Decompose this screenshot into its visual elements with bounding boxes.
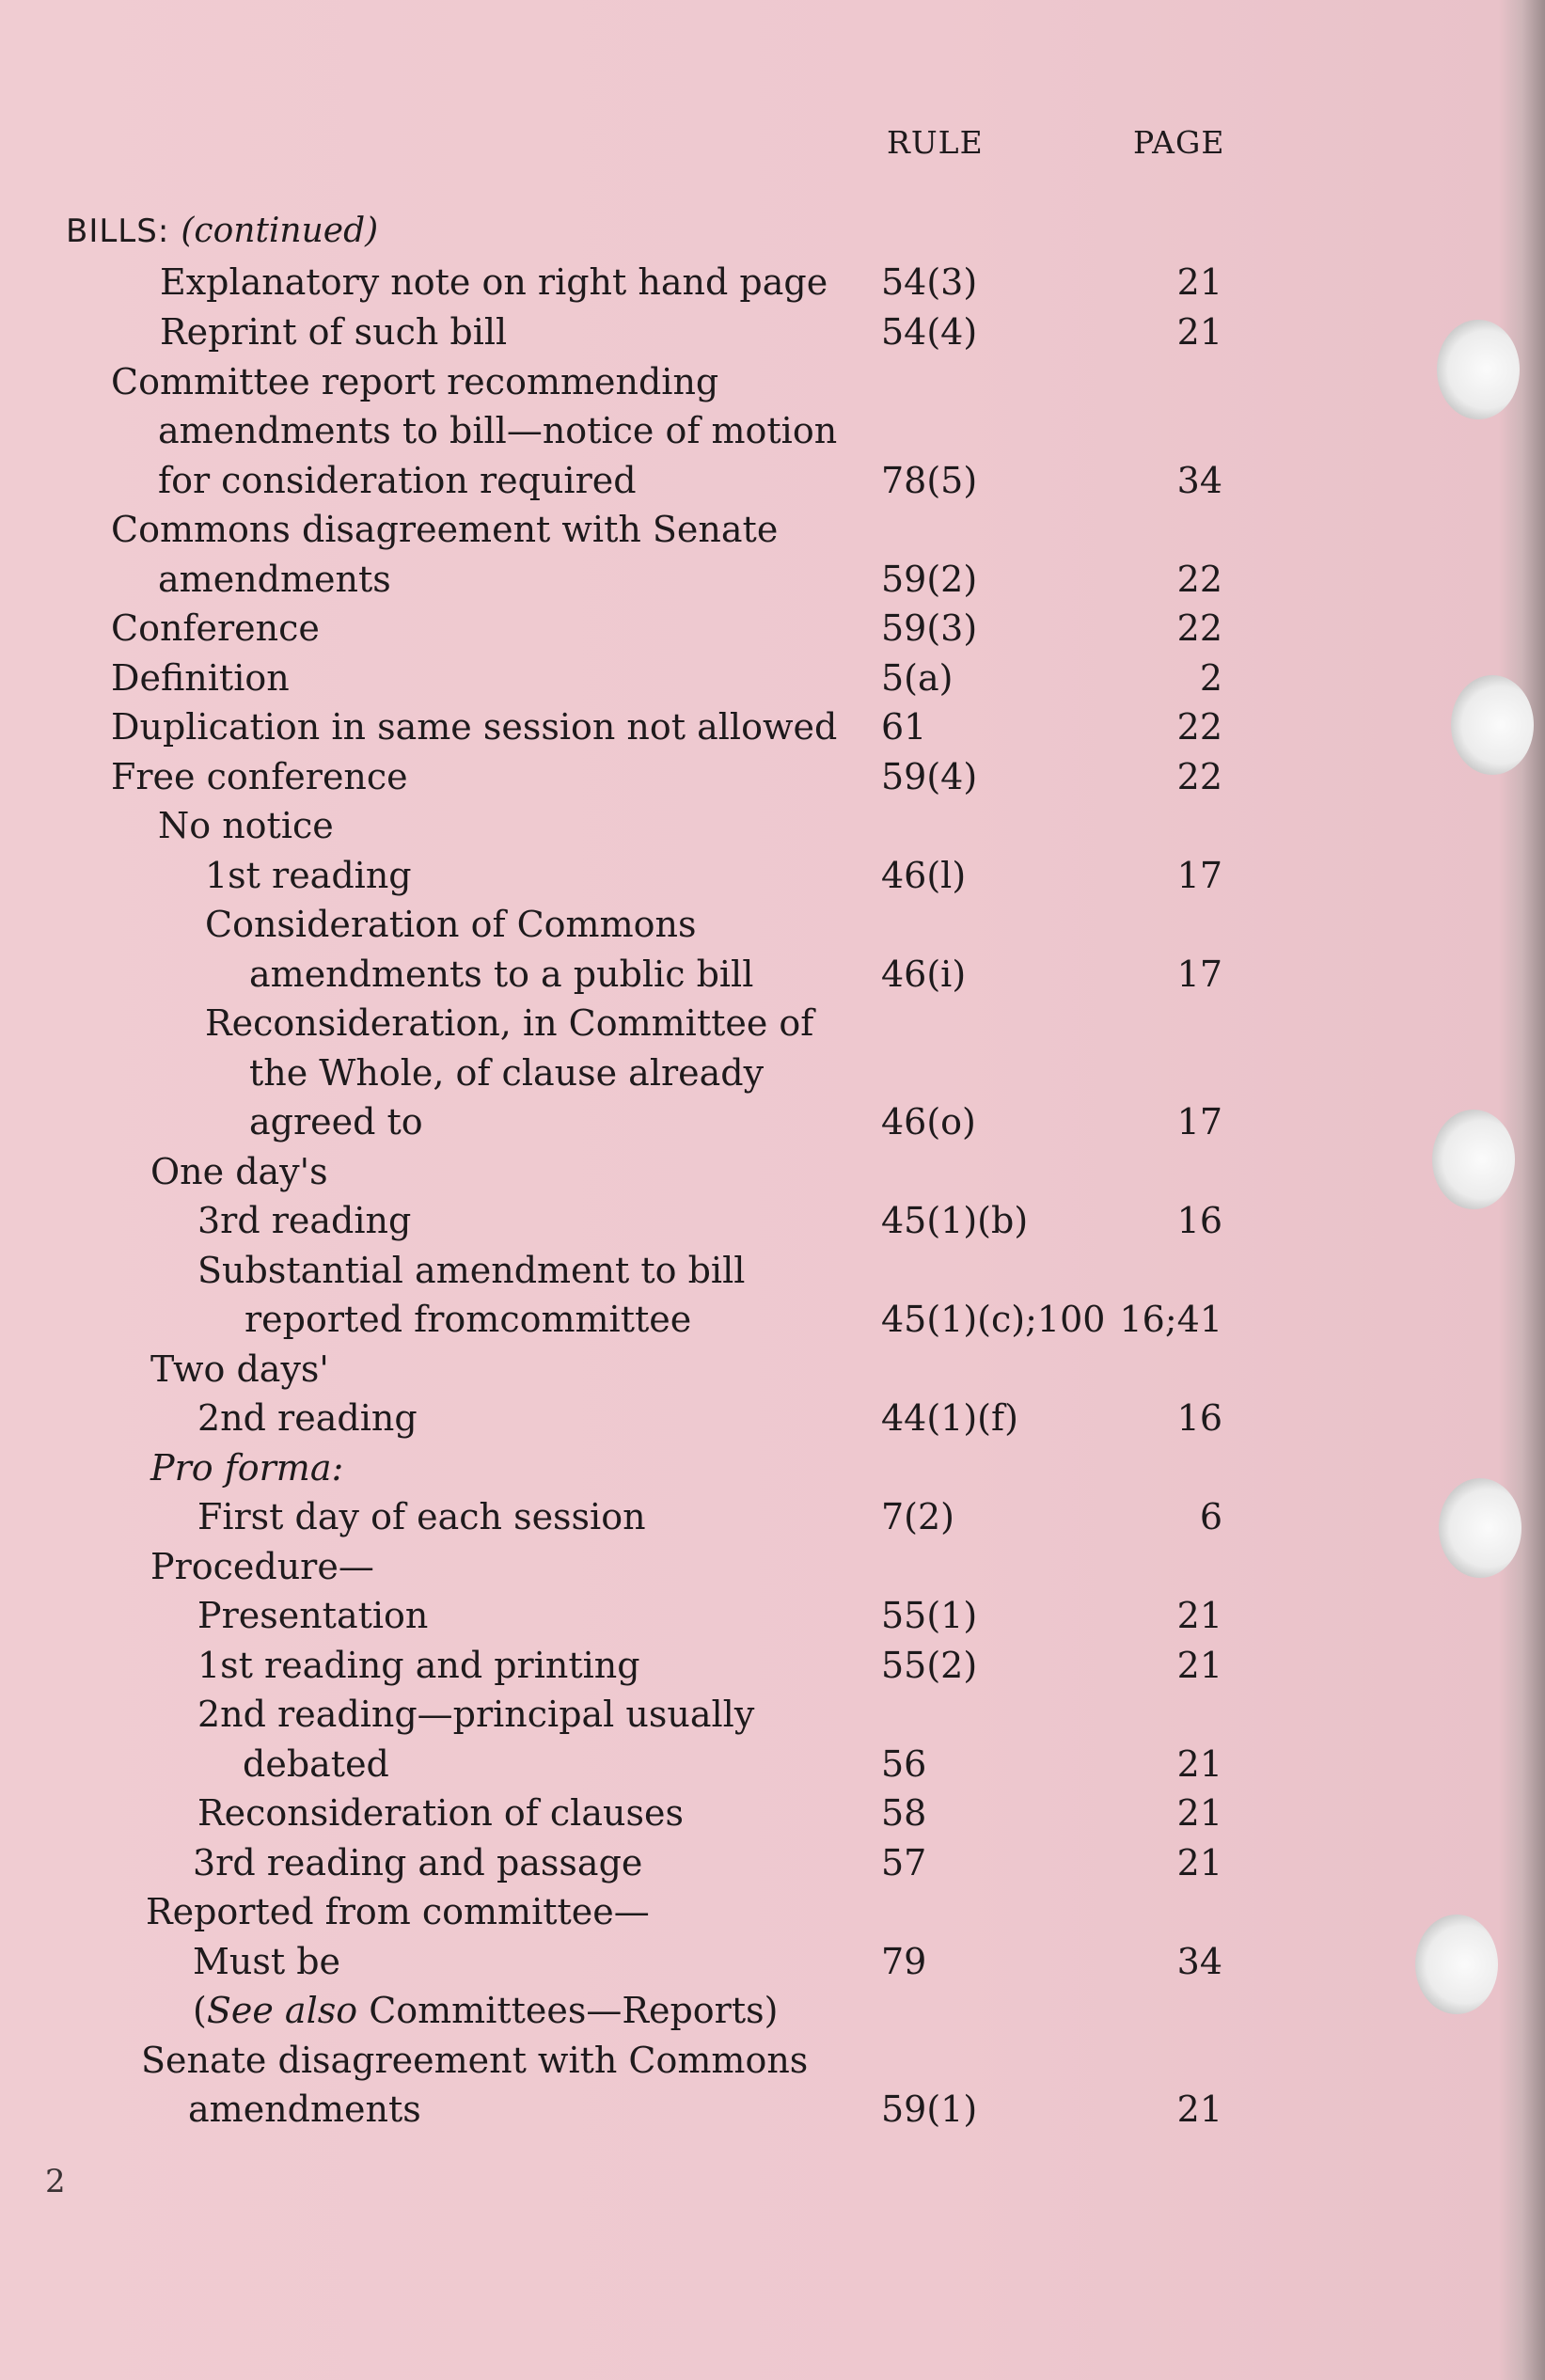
section-heading xyxy=(0,209,1545,258)
page-reference: 17 xyxy=(1176,954,1222,995)
index-entry xyxy=(0,1200,1545,1249)
entry-text: Conference xyxy=(111,607,320,649)
binder-hole xyxy=(1432,1110,1515,1209)
binder-hole xyxy=(1437,320,1520,419)
rule-reference: 79 xyxy=(881,1941,927,1982)
entry-text: Presentation xyxy=(197,1595,429,1636)
entry-text: agreed to xyxy=(249,1101,423,1143)
page-reference: 22 xyxy=(1176,756,1222,797)
page-reference: 21 xyxy=(1176,1792,1222,1834)
entry-text: Reconsideration, in Committee of xyxy=(205,1002,814,1044)
index-entry xyxy=(0,1101,1545,1150)
page-column-heading: PAGE xyxy=(1133,124,1225,161)
rule-reference: 44(1)(f) xyxy=(881,1397,1018,1439)
entry-text: 1st reading and printing xyxy=(197,1645,640,1686)
index-entry xyxy=(0,1299,1545,1348)
index-entry xyxy=(0,805,1545,854)
entry-text: 3rd reading and passage xyxy=(193,1842,643,1884)
rule-reference: 78(5) xyxy=(881,460,978,501)
entry-text: 1st reading xyxy=(205,855,412,896)
index-entry xyxy=(0,904,1545,953)
index-entry xyxy=(0,1348,1545,1397)
entry-text: 2nd reading xyxy=(197,1397,418,1439)
entry-text: amendments to a public bill xyxy=(249,954,754,995)
index-entry xyxy=(0,460,1545,509)
index-entry xyxy=(0,410,1545,459)
index-entry xyxy=(0,1002,1545,1051)
page-reference: 22 xyxy=(1176,607,1222,649)
entry-text: Free conference xyxy=(111,756,408,797)
entry-text: Procedure— xyxy=(150,1546,374,1587)
rule-reference: 59(1) xyxy=(881,2088,978,2130)
index-entry xyxy=(0,2040,1545,2088)
index-entry xyxy=(0,1496,1545,1545)
binder-hole xyxy=(1415,1915,1498,2014)
page-reference: 21 xyxy=(1176,1595,1222,1636)
entry-text: Substantial amendment to bill xyxy=(197,1250,746,1291)
rule-reference: 45(1)(c);100 xyxy=(881,1299,1106,1340)
binder-hole xyxy=(1439,1478,1521,1578)
page-reference: 16 xyxy=(1176,1397,1222,1439)
entry-text: Reported from committee— xyxy=(146,1891,650,1932)
index-entry xyxy=(0,1595,1545,1644)
page-reference: 21 xyxy=(1176,1743,1222,1785)
entry-text: Explanatory note on right hand page xyxy=(160,261,828,303)
index-entry xyxy=(0,1842,1545,1891)
entry-text: for consideration required xyxy=(158,460,637,501)
rule-reference: 56 xyxy=(881,1743,927,1785)
entry-text: 3rd reading xyxy=(197,1200,412,1241)
entry-text: debated xyxy=(243,1743,389,1785)
rule-reference: 57 xyxy=(881,1842,927,1884)
index-entry xyxy=(0,1151,1545,1200)
section-title: BILLS: xyxy=(66,213,170,250)
index-entry xyxy=(0,509,1545,558)
page-reference: 34 xyxy=(1176,460,1222,501)
entry-text: No notice xyxy=(158,805,334,846)
index-entry xyxy=(0,361,1545,410)
index-entry xyxy=(0,1792,1545,1841)
index-entry xyxy=(0,756,1545,805)
page-reference: 17 xyxy=(1176,1101,1222,1143)
rule-reference: 46(l) xyxy=(881,855,967,896)
entry-text: 2nd reading—principal usually xyxy=(197,1694,755,1735)
rule-reference: 54(3) xyxy=(881,261,978,303)
index-entry xyxy=(0,1990,1545,2039)
rule-reference: 46(i) xyxy=(881,954,967,995)
index-entry xyxy=(0,855,1545,904)
index-entry xyxy=(0,1645,1545,1694)
page-reference: 2 xyxy=(1199,657,1222,699)
entry-text: Reconsideration of clauses xyxy=(197,1792,684,1834)
rule-reference: 45(1)(b) xyxy=(881,1200,1029,1241)
index-entry xyxy=(0,1941,1545,1990)
page-reference: 22 xyxy=(1176,706,1222,748)
rule-reference: 58 xyxy=(881,1792,927,1834)
page-reference: 22 xyxy=(1176,559,1222,600)
index-entry xyxy=(0,954,1545,1002)
entry-text: Duplication in same session not allowed xyxy=(111,706,838,748)
page-reference: 6 xyxy=(1199,1496,1222,1537)
entry-text: Consideration of Commons xyxy=(205,904,697,945)
page-reference: 34 xyxy=(1176,1941,1222,1982)
page-reference: 21 xyxy=(1176,2088,1222,2130)
entry-text: Committee report recommending xyxy=(111,361,719,402)
index-entry xyxy=(0,2088,1545,2137)
rule-reference: 55(2) xyxy=(881,1645,978,1686)
index-entry xyxy=(0,1743,1545,1792)
page-reference: 16 xyxy=(1176,1200,1222,1241)
section-continued: (continued) xyxy=(181,212,379,250)
rule-reference: 55(1) xyxy=(881,1595,978,1636)
entry-text: Must be xyxy=(193,1941,341,1982)
entry-text: amendments xyxy=(188,2088,421,2130)
rule-reference: 59(4) xyxy=(881,756,978,797)
page-reference: 21 xyxy=(1176,1645,1222,1686)
index-entry xyxy=(0,1397,1545,1446)
index-entry xyxy=(0,261,1545,310)
entry-text: Definition xyxy=(111,657,290,699)
entry-text: Two days' xyxy=(150,1348,329,1390)
index-entry xyxy=(0,1891,1545,1940)
index-entry xyxy=(0,607,1545,656)
index-entry xyxy=(0,1250,1545,1299)
entry-text: Reprint of such bill xyxy=(160,311,508,353)
entry-text: reported fromcommittee xyxy=(244,1299,692,1340)
page-reference: 21 xyxy=(1176,311,1222,353)
rule-reference: 5(a) xyxy=(881,657,954,699)
index-entry xyxy=(0,706,1545,755)
index-entry xyxy=(0,1052,1545,1101)
page-reference: 21 xyxy=(1176,1842,1222,1884)
rule-reference: 46(o) xyxy=(881,1101,976,1143)
index-entry xyxy=(0,1546,1545,1595)
index-entry xyxy=(0,1694,1545,1742)
rule-reference: 59(2) xyxy=(881,559,978,600)
page-reference: 17 xyxy=(1176,855,1222,896)
rule-reference: 59(3) xyxy=(881,607,978,649)
entry-text: Commons disagreement with Senate xyxy=(111,509,779,550)
entry-text: amendments to bill—notice of motion xyxy=(158,410,838,451)
entry-text: First day of each session xyxy=(197,1496,646,1537)
entry-text: Pro forma: xyxy=(150,1447,344,1489)
rule-reference: 61 xyxy=(881,706,927,748)
rule-column-heading: RULE xyxy=(887,124,984,161)
binder-hole xyxy=(1451,675,1534,775)
entry-text: (See also Committees—Reports) xyxy=(193,1990,779,2031)
entry-text: Senate disagreement with Commons xyxy=(141,2040,809,2081)
rule-reference: 54(4) xyxy=(881,311,978,353)
entry-text: the Whole, of clause already xyxy=(249,1052,765,1094)
entry-text: One day's xyxy=(150,1151,328,1192)
index-entry xyxy=(0,657,1545,706)
page-number: 2 xyxy=(45,2163,66,2200)
index-entry xyxy=(0,1447,1545,1496)
rule-reference: 7(2) xyxy=(881,1496,955,1537)
index-entry xyxy=(0,559,1545,607)
page-reference: 21 xyxy=(1176,261,1222,303)
page-reference: 16;41 xyxy=(1119,1299,1222,1340)
entry-text: amendments xyxy=(158,559,391,600)
index-entry xyxy=(0,311,1545,360)
